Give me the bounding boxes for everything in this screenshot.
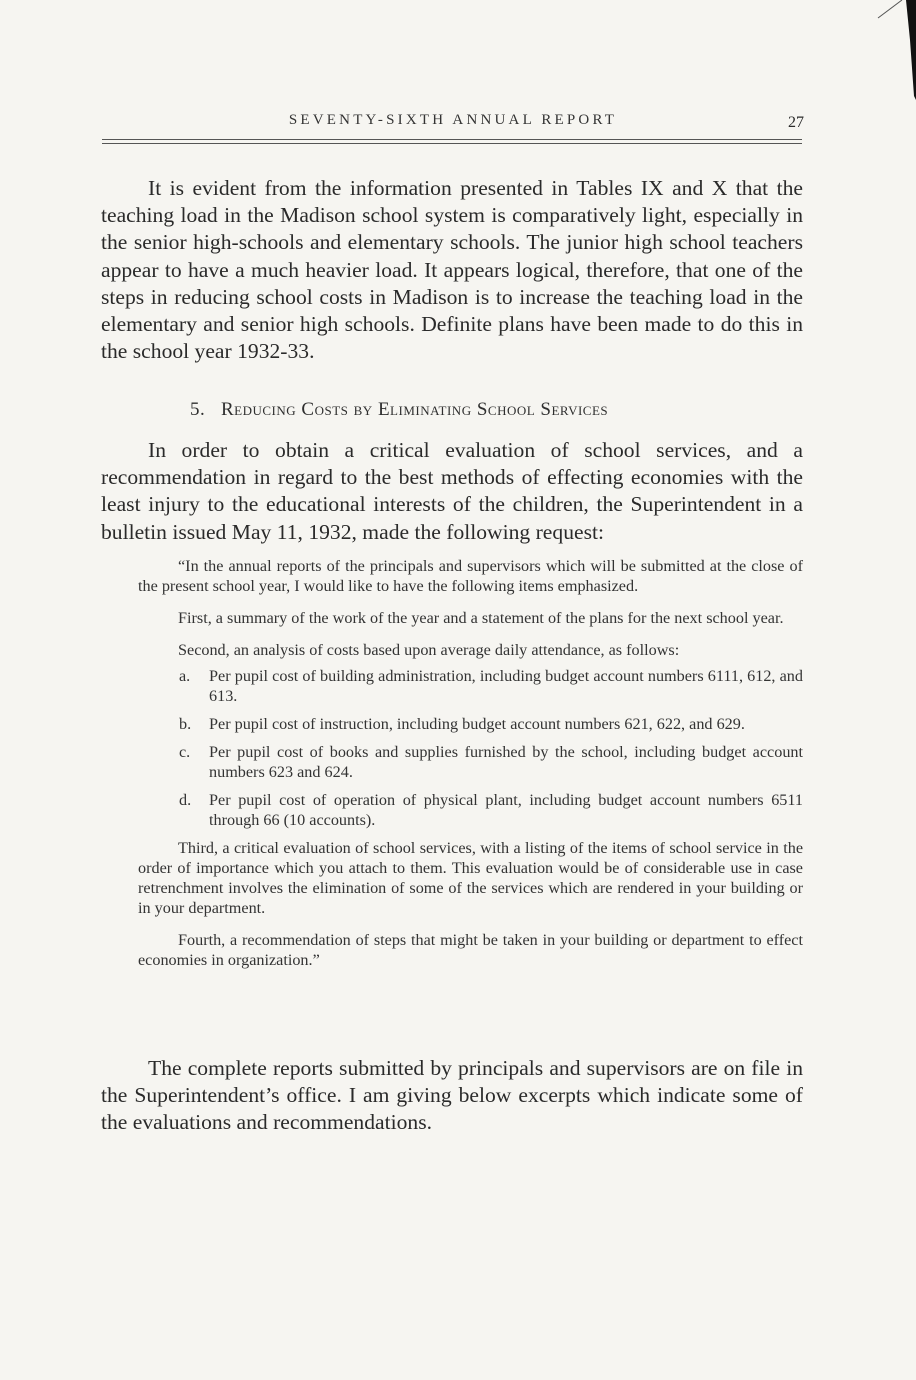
list-item — [138, 714, 803, 734]
list-item-text: Per pupil cost of instruction, including budget account numbers 621, 622, and 629. — [209, 715, 745, 733]
quote-second: Second, an analysis of costs based upon average daily attendance, as follows: — [178, 641, 680, 659]
list-item — [138, 790, 803, 830]
page-number: 27 — [788, 114, 804, 131]
paragraph-reports-on-file: The complete reports submitted by principals and supervisors are on file in the Superintendent’s office. I am giving below excerpts which indicate some of the evaluations and recommendations. — [101, 1056, 803, 1135]
page-edge-mark — [876, 0, 916, 110]
quote-intro: “In the annual reports of the principals and supervisors which will be submitted at the close of the present school year, I would like to have the following items emphasized. — [138, 557, 803, 595]
running-title: SEVENTY-SIXTH ANNUAL REPORT — [288, 112, 618, 128]
quote-first: First, a summary of the work of the year and a statement of the plans for the next school year. — [178, 609, 784, 627]
paragraph-teaching-load: It is evident from the information presented in Tables IX and X that the teaching load in the Madison school system is comparatively light, especially in the senior high-schools and elementary schools. The junior high school teachers appear to have a much heavier load. It appears logical, therefore, that one of the steps in reducing school costs in Madison is to increase the teaching load in the elementary and senior high schools. Definite plans have been made to do this in the school year 1932-33. — [101, 176, 803, 364]
header-rule-top — [102, 139, 802, 140]
quote-third: Third, a critical evaluation of school services, with a listing of the items of school service in the order of importance which you attach to them. This evaluation would be of considerable use in case retrenchment involves the elimination of some of the services which are rendered in your building or in your department. — [138, 839, 803, 917]
section-title: Reducing Costs by Eliminating School Services — [221, 399, 609, 420]
list-item-letter: a. — [179, 667, 191, 685]
list-item-letter: b. — [179, 715, 192, 733]
list-item-letter: c. — [179, 743, 191, 761]
list-item-text: Per pupil cost of books and supplies furnished by the school, including budget account numbers 623 and 624. — [209, 743, 803, 781]
list-item-text: Per pupil cost of building administration, including budget account numbers 6111, 612, and 613. — [209, 667, 803, 705]
list-item — [138, 666, 803, 706]
section-heading — [190, 399, 608, 421]
bulletin-quote — [138, 556, 803, 982]
list-item-text: Per pupil cost of operation of physical plant, including budget account numbers 6511 through 66 (10 accounts). — [209, 791, 803, 829]
header-rule-bottom — [102, 143, 802, 144]
list-item — [138, 742, 803, 782]
list-item-letter: d. — [179, 791, 192, 809]
paragraph-request-intro: In order to obtain a critical evaluation of school services, and a recommendation in regard to the best methods of effecting economies with the least injury to the educational interests of the children, the Superintendent in a bulletin issued May 11, 1932, made the following request: — [101, 438, 803, 544]
section-number: 5. — [190, 399, 206, 420]
quote-fourth: Fourth, a recommendation of steps that might be taken in your building or department to effect economies in organization.” — [138, 931, 803, 969]
page-header — [102, 112, 804, 136]
